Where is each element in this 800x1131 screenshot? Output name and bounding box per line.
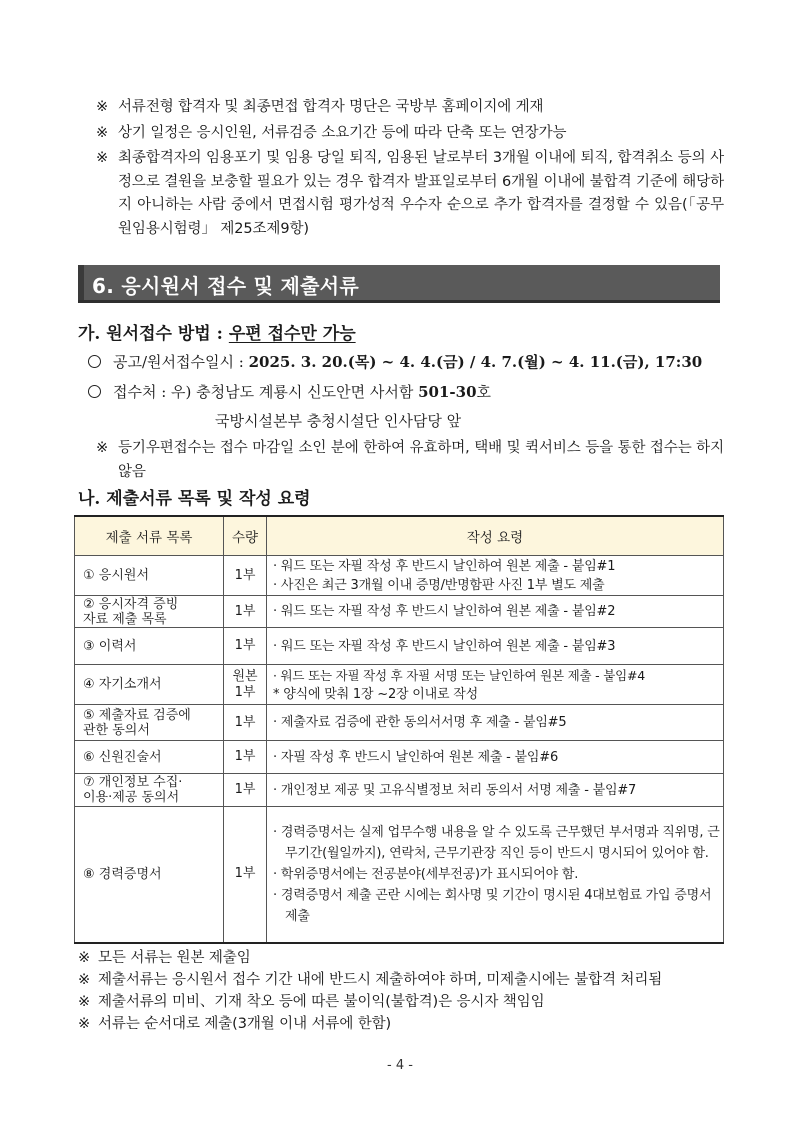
circle-bullet-icon — [88, 385, 101, 398]
address-label: 접수처 : 우) 충청남도 계룡시 신도안면 사서함 — [113, 383, 419, 401]
document-quantity: 1부 — [224, 596, 267, 628]
section-header — [78, 265, 720, 303]
schedule-line — [88, 351, 702, 372]
section-header-accent — [78, 265, 84, 300]
document-instructions — [267, 556, 724, 596]
document-quantity: 원본 1부 — [224, 665, 267, 705]
documents-table — [74, 515, 724, 944]
table-row — [75, 705, 724, 741]
table-row — [75, 596, 724, 628]
document-name: ⑧ 경력증명서 — [75, 807, 224, 943]
table-row — [75, 774, 724, 807]
schedule-label: 공고/원서접수일시 : — [113, 353, 249, 371]
circle-bullet-icon — [88, 355, 101, 368]
note-item — [78, 969, 738, 991]
note-item — [96, 437, 724, 484]
document-quantity: 1부 — [224, 741, 267, 774]
subsection-b-heading: 나. 제출서류 목록 및 작성 요령 — [78, 489, 311, 509]
note-item — [78, 947, 738, 969]
document-instructions — [267, 741, 724, 774]
reference-mark: ※ — [96, 99, 109, 115]
document-name: ⑤ 제출자료 검증에 관한 동의서 — [75, 705, 224, 741]
table-row — [75, 665, 724, 705]
note-text: 등기우편접수는 접수 마감일 소인 분에 한하여 유효하며, 택배 및 퀵서비스 등을 통한 접수는 하지 않음 — [118, 440, 724, 480]
reference-mark: ※ — [78, 972, 91, 988]
document-name: ③ 이력서 — [75, 628, 224, 665]
document-name: ④ 자기소개서 — [75, 665, 224, 705]
document-quantity: 1부 — [224, 628, 267, 665]
address-suffix: 호 — [476, 383, 492, 401]
table-header-row — [75, 516, 724, 556]
document-name: ⑥ 신원진술서 — [75, 741, 224, 774]
document-instructions — [267, 596, 724, 628]
bottom-notes — [78, 947, 738, 1035]
document-instructions — [267, 807, 724, 943]
header-quantity: 수량 — [224, 516, 267, 556]
subsection-a-prefix: 가. 원서접수 방법 : — [78, 324, 229, 344]
document-instructions — [267, 628, 724, 665]
document-quantity: 1부 — [224, 556, 267, 596]
instruction-item: · 경력증명서는 실제 업무수행 내용을 알 수 있도록 근무했던 부서명과 직위명, 근무기간(월일까지), 연락처, 근무기관장 직인 등이 반드시 명시되어 있어야 함. — [273, 824, 720, 861]
address-line-2: 국방시설본부 충청시설단 인사담당 앞 — [215, 412, 462, 430]
table-row — [75, 556, 724, 596]
note-item — [96, 96, 724, 120]
note-text: 서류전형 합격자 및 최종면접 합격자 명단은 국방부 홈페이지에 게재 — [118, 99, 544, 115]
instruction-item: · 학위증명서에는 전공분야(세부전공)가 표시되어야 함. — [273, 866, 579, 882]
instruction-item: · 사진은 최근 3개월 이내 증명/반명함판 사진 1부 별도 제출 — [273, 577, 605, 593]
note-text: 서류는 순서대로 제출(3개월 이내 서류에 한함) — [98, 1016, 392, 1032]
note-item — [78, 991, 738, 1013]
document-quantity: 1부 — [224, 705, 267, 741]
reference-mark: ※ — [78, 1016, 91, 1032]
reference-mark: ※ — [78, 994, 91, 1010]
instruction-item: · 워드 또는 자필 작성 후 자필 서명 또는 날인하여 원본 제출 - 붙임#4 — [273, 667, 646, 683]
instruction-item: · 경력증명서 제출 곤란 시에는 회사명 및 기간이 명시된 4대보험료 가입 증명서 제출 — [273, 887, 712, 924]
instruction-item: * 양식에 맞춰 1장 ~2장 이내로 작성 — [273, 686, 479, 702]
note-text: 상기 일정은 응시인원, 서류검증 소요기간 등에 따라 단축 또는 연장가능 — [118, 124, 567, 141]
document-quantity: 1부 — [224, 774, 267, 807]
note-item — [78, 1013, 738, 1035]
reference-mark: ※ — [96, 440, 109, 456]
document-quantity: 1부 — [224, 807, 267, 943]
header-document-list: 제출 서류 목록 — [75, 516, 224, 556]
page-number: - 4 - — [387, 1058, 413, 1073]
mid-note — [96, 437, 724, 486]
address-line — [88, 381, 491, 402]
header-instructions: 작성 요령 — [267, 516, 724, 556]
reference-mark: ※ — [78, 950, 91, 966]
table-row — [75, 807, 724, 943]
instruction-item: · 워드 또는 자필 작성 후 반드시 날인하여 원본 제출 - 붙임#3 — [273, 638, 616, 654]
table-row — [75, 628, 724, 665]
instruction-item: · 자필 작성 후 반드시 날인하여 원본 제출 - 붙임#6 — [273, 749, 559, 765]
note-text: 제출서류의 미비、기재 착오 등에 따른 불이익(불합격)은 응시자 책임임 — [98, 994, 545, 1010]
document-name: ① 응시원서 — [75, 556, 224, 596]
table-row — [75, 741, 724, 774]
document-name: ② 응시자격 증빙 자료 제출 목록 — [75, 596, 224, 628]
reference-mark: ※ — [96, 150, 109, 166]
top-notes — [96, 96, 724, 243]
note-text: 모든 서류는 원본 제출임 — [98, 950, 251, 966]
note-text: 제출서류는 응시원서 접수 기간 내에 반드시 제출하여야 하며, 미제출시에는 불합격 처리됨 — [98, 972, 663, 988]
instruction-item: · 제출자료 검증에 관한 동의서서명 후 제출 - 붙임#5 — [273, 715, 567, 730]
subsection-a-heading — [78, 319, 356, 344]
document-name: ⑦ 개인정보 수집· 이용·제공 동의서 — [75, 774, 224, 807]
instruction-item: · 워드 또는 자필 작성 후 반드시 날인하여 원본 제출 - 붙임#2 — [273, 604, 616, 619]
schedule-value: 2025. 3. 20.(목) ~ 4. 4.(금) / 4. 7.(월) ~ 4. 11.(금), 17:30 — [248, 353, 703, 371]
document-instructions — [267, 705, 724, 741]
instruction-item: · 개인정보 제공 및 고유식별정보 처리 동의서 서명 제출 - 붙임#7 — [273, 782, 637, 798]
section-title: 6. 응시원서 접수 및 제출서류 — [92, 274, 359, 298]
submission-method: 우편 접수만 가능 — [228, 324, 356, 344]
note-text: 최종합격자의 임용포기 및 임용 당일 퇴직, 임용된 날로부터 3개월 이내에 퇴직, 합격취소 등의 사정으로 결원을 보충할 필요가 있는 경우 합격자 발표일로부터 6개월 이내에 불합격 기준에 해당하지 아니하는 사람 중에서 면접시험 평가성적 우수자 순으로 추가 합격자를 결정할 수 있음(「공무원임용시험령」 제25조제9항) — [118, 150, 724, 237]
reference-mark: ※ — [96, 124, 109, 141]
document-instructions — [267, 774, 724, 807]
note-item — [96, 122, 724, 146]
instruction-item: · 워드 또는 자필 작성 후 반드시 날인하여 원본 제출 - 붙임#1 — [273, 558, 616, 574]
po-box-number: 501-30 — [418, 383, 477, 401]
note-item — [96, 147, 724, 241]
document-instructions — [267, 665, 724, 705]
